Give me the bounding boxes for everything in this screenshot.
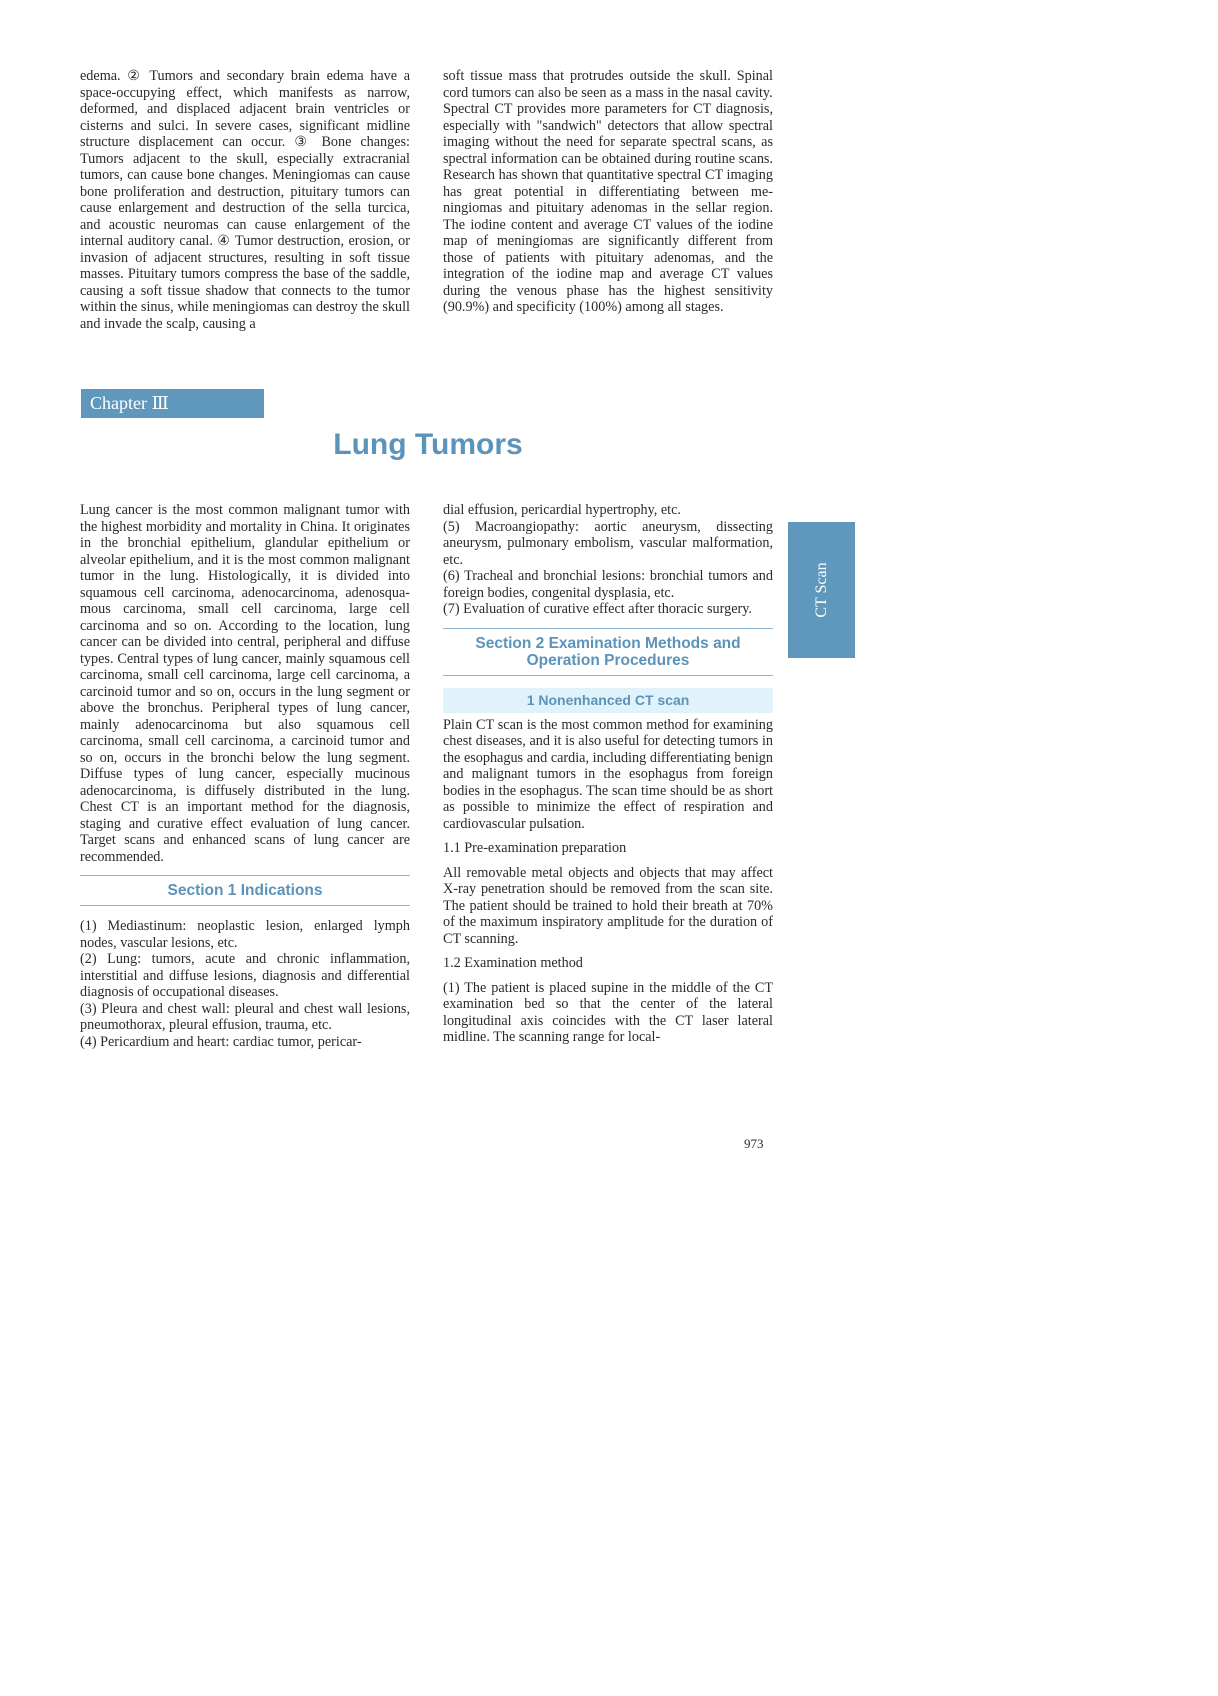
paragraph: Spectral CT provides more parameters for CT diagnosis, especially with "sandwich" detectors that allow spectral imaging without the need for separate spectral scans, as spectral information can be obtained during routine scans. Research has shown that quantitative spectral CT imaging has great potential in differentiating between meningiomas and pituitary adenomas in the sellar region. The iodine content and average CT values of the iodine map of meningiomas are significantly different from those of patients with pituitary adenomas, and the integration of the iodine map and average CT values during the venous phase has the highest sensitivity (90.9%) and specificity (100%) among all stages. — [443, 101, 773, 315]
indication-item: (5) Macroangiopathy: aortic aneurysm, dissecting aneurysm, pulmonary embolism, vascular malformation, etc. — [443, 518, 773, 568]
indication-item: (6) Tracheal and bronchial lesions: bronchial tumors and foreign bodies, congenital dysplasia, etc. — [443, 568, 773, 601]
section-1-heading: Section 1 Indications — [80, 875, 410, 906]
paragraph: soft tissue mass that protrudes outside the skull. Spinal cord tumors can also be seen as a mass in the nasal cavity. — [443, 68, 773, 101]
indication-item: (3) Pleura and chest wall: pleural and chest wall lesions, pneumothorax, pleural effusion, trauma, etc. — [80, 1000, 410, 1033]
chapter-label: Chapter Ⅲ — [81, 389, 264, 418]
subsection-1-1-heading: 1.1 Pre-examination preparation — [443, 840, 627, 856]
indication-item: (4) Pericardium and heart: cardiac tumor, pericar- — [80, 1033, 362, 1050]
indication-item: (2) Lung: tumors, acute and chronic inflammation, interstitial and diffuse lesions, diagnosis and differential diagnosis of occupational diseases. — [80, 951, 410, 1000]
side-tab — [788, 522, 855, 658]
top-right-column — [443, 68, 773, 316]
paragraph: All removable metal objects and objects that may affect X-ray penetration should be removed from the scan site. The patient should be trained to hold their breath at 70% of the maximum inspiratory amplitude for the duration of CT scanning. — [443, 864, 773, 947]
side-tab-label: CT Scan — [812, 562, 830, 618]
indication-item-continued: dial effusion, pericardial hypertrophy, etc. — [443, 502, 681, 518]
chapter-title: Lung Tumors — [333, 428, 523, 461]
indication-item: (7) Evaluation of curative effect after thoracic surgery. — [443, 601, 752, 617]
subsection-1-heading: 1 Nonenhanced CT scan — [443, 688, 773, 713]
paragraph: edema. ② Tumors and secondary brain edema have a space-occupying effect, which manifests as narrow, deformed, and displaced adjacent brain ventricles or cisterns and sulci. In severe cases, significant midline structure displacement can occur. ③ Bone changes: Tumors adjacent to the skull, especially extracranial tumors, can cause bone changes. Meningiomas can cause bone proliferation and destruction, pituitary tumors can cause enlargement and destruction of the sella turcica, and acoustic neuromas can cause enlargement of the internal auditory canal. ④ Tumor destruction, erosion, or invasion of adjacent structures, resulting in soft tissue masses. Pituitary tumors compress the base of the saddle, causing a soft tissue shadow that connects to the tumor within the sinus, while meningiomas can destroy the skull and invade the scalp, causing a — [80, 68, 410, 332]
subsection-1-2-heading: 1.2 Examination method — [443, 955, 583, 971]
paragraph: Plain CT scan is the most common method for examining chest diseases, and it is also useful for detecting tumors in the esophagus and cardia, including differentiating benign and malignant tumors in the esophagus from foreign bodies in the esophagus. The scan time should be as short as possible to minimize the effect of respiration and cardiovascular pulsation. — [443, 716, 773, 832]
page-number: 973 — [744, 1136, 764, 1151]
intro-paragraph: Lung cancer is the most common malignant tumor with the highest morbidity and mortality in China. It originates in the bronchial epithelium, glandular epithelium or alveolar epithelium, and it is the most common malignant tumor in the lung. Histologically, it is divided into squamous cell carcinoma, adenocarcinoma, adenosquamous carcinoma, small cell carcinoma, large cell carcinoma and so on. According to the location, lung cancer can be divided into central, peripheral and diffuse types. Central types of lung cancer, mainly squamous cell carcinoma, small cell carcinoma, large cell carcinoma, a carcinoid tumor and so on, occurs in the lung segment or above the bronchus. Peripheral types of lung cancer, mainly adenocarcinoma but also squamous cell carcinoma, small cell carcinoma, a carcinoid tumor and so on, occurs in the bronchi below the lung segment. Diffuse types of lung cancer, especially mucinous adenocarcinoma, is diffusely distributed in the lung. Chest CT is an important method for the diagnosis, staging and curative effect evaluation of lung cancer. Target scans and enhanced scans of lung cancer are recommended. — [80, 502, 410, 865]
top-left-column — [80, 68, 410, 332]
indication-item: (1) Mediastinum: neoplastic lesion, enlarged lymph nodes, vascular lesions, etc. — [80, 918, 410, 951]
paragraph: (1) The patient is placed supine in the middle of the CT examination bed so that the center of the lateral longitudinal axis coincides with the CT laser lateral midline. The scanning range for local- — [443, 979, 773, 1045]
section-2-heading: Section 2 Examination Methods and Operation Procedures — [443, 628, 773, 676]
bottom-left-column — [80, 502, 410, 1050]
bottom-right-column — [443, 502, 773, 1046]
